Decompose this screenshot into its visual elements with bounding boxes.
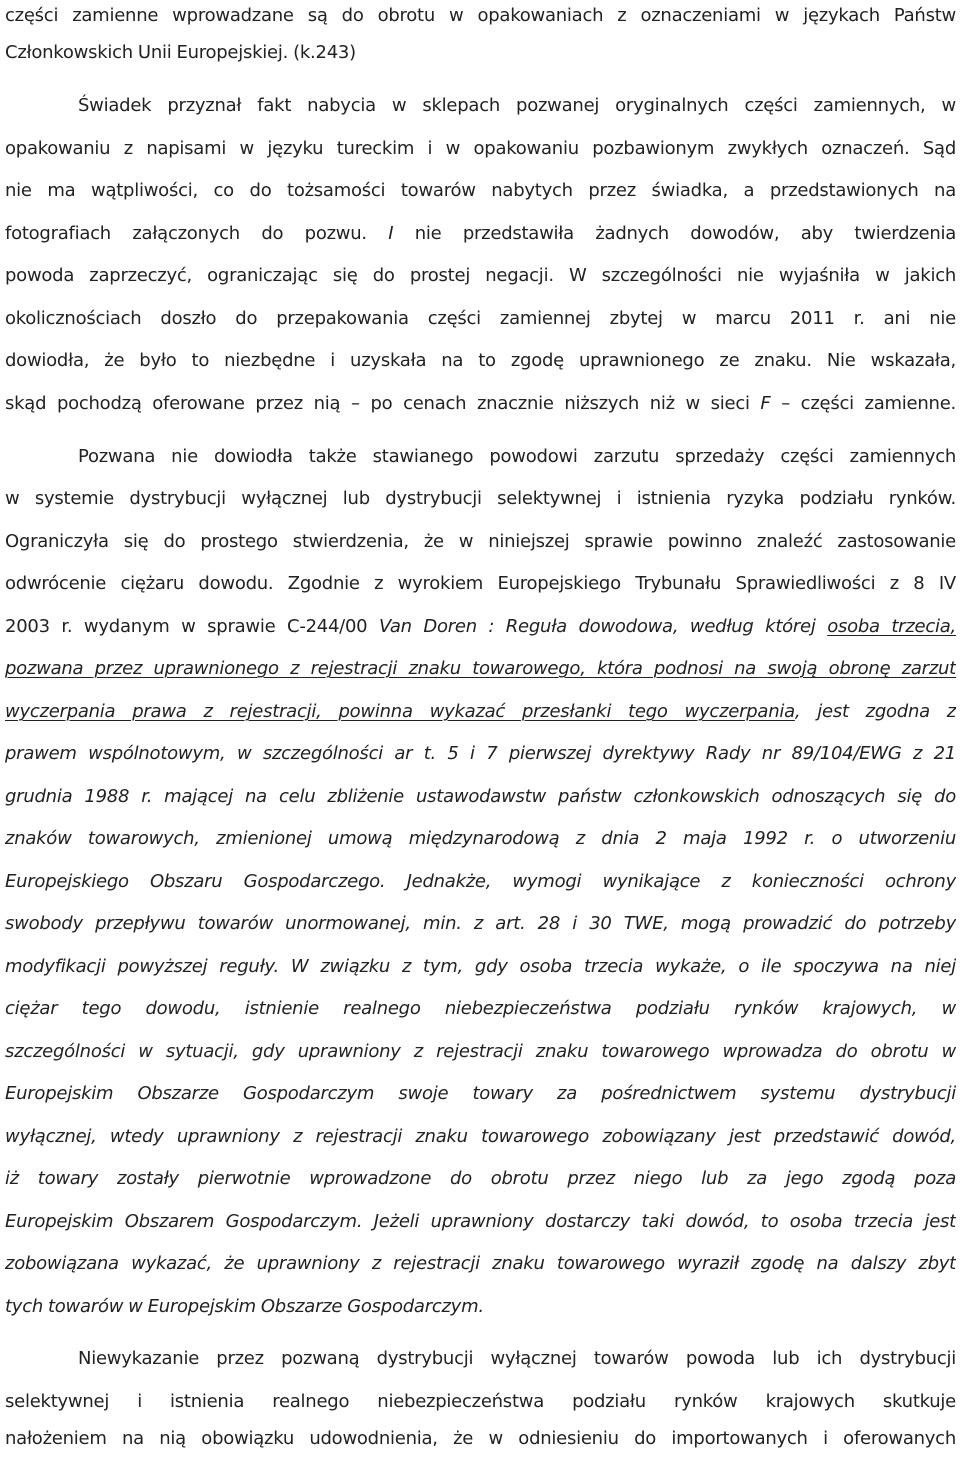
text-run: – części zamienne.	[770, 393, 956, 414]
paragraph-line	[5, 383, 956, 425]
citation-line: iż towary zostały pierwotnie wprowadzone do obrotu przez niego lub za jego zgodą poza	[5, 1168, 956, 1189]
citation-line: ciężar tego dowodu, istnienie realnego niebezpieczeństwa podziału rynków krajowych, w	[5, 998, 956, 1019]
citation-line: znaków towarowych, zmienionej umową międzynarodową z dnia 2 maja 1992 r. o utworzeniu	[5, 828, 956, 849]
citation-line: tych towarów w Europejskim Obszarze Gospodarczym.	[5, 1296, 484, 1317]
paragraph-line: powoda zaprzeczyć, ograniczając się do prostej negacji. W szczególności nie wyjaśniła w jakich	[5, 265, 956, 286]
fragment-line: części zamienne wprowadzane są do obrotu w opakowaniach z oznaczeniami w językach Państw	[5, 5, 956, 26]
paragraph-line: Świadek przyznał fakt nabycia w sklepach pozwanej oryginalnych części zamiennych, w	[78, 95, 956, 116]
paragraph-line: okolicznościach doszło do przepakowania części zamiennej zbytej w marcu 2011 r. ani nie	[5, 308, 956, 329]
citation-line: szczególności w sytuacji, gdy uprawniony z rejestracji znaku towarowego wprowadza do obrotu w	[5, 1041, 956, 1062]
citation-line: grudnia 1988 r. mającej na celu zbliżenie ustawodawstw państw członkowskich odnoszących się do	[5, 786, 956, 807]
text-run: fotografiach załączonych do pozwu.	[5, 223, 367, 244]
citation-line: Europejskim Obszarem Gospodarczym. Jeżeli uprawniony dostarczy taki dowód, to osoba trzecia jest	[5, 1211, 956, 1232]
paragraph-line: w systemie dystrybucji wyłącznej lub dystrybucji selektywnej i istnienia ryzyka podziału rynków.	[5, 488, 956, 509]
citation-line: Europejskiego Obszaru Gospodarczego. Jednakże, wymogi wynikające z konieczności ochrony	[5, 871, 956, 892]
text-run: 2003 r. wydanym w sprawie C-244/00	[5, 616, 379, 637]
citation-line: modyfikacji powyższej reguły. W związku z tym, gdy osoba trzecia wykaże, o ile spoczywa na niej	[5, 956, 956, 977]
underlined-citation: wyczerpania prawa z rejestracji, powinna wykazać przesłanki tego wyczerpania	[5, 701, 795, 722]
paragraph-line	[5, 606, 956, 648]
citation-text: Van Doren : Reguła dowodowa, według której	[378, 616, 828, 637]
citation-line: swobody przepływu towarów unormowanej, min. z art. 28 i 30 TWE, mogą prowadzić do potrzeby	[5, 913, 956, 934]
paragraph-line: Ograniczyła się do prostego stwierdzenia, że w niniejszej sprawie powinno znaleźć zastosowanie	[5, 531, 956, 552]
text-run: skąd pochodzą oferowane przez nią – po cenach znacznie niższych niż w sieci	[5, 393, 750, 414]
paragraph-line: nałożeniem na nią obowiązku udowodnienia, że w odniesieniu do importowanych i oferowanych	[5, 1428, 956, 1449]
citation-line: wyłącznej, wtedy uprawniony z rejestracji znaku towarowego zobowiązany jest przedstawić dowód,	[5, 1126, 956, 1147]
underlined-citation: osoba trzecia,	[827, 616, 956, 637]
paragraph-line	[5, 213, 956, 255]
citation-text: , jest zgodna z	[794, 701, 956, 722]
paragraph-line	[5, 691, 956, 733]
underlined-citation: pozwana przez uprawnionego z rejestracji znaku towarowego, która podnosi na swoją obronę zarzut	[5, 658, 956, 679]
paragraph-line: opakowaniu z napisami w języku tureckim i w opakowaniu pozbawionym zwykłych oznaczeń. Sąd	[5, 138, 956, 159]
citation-line: zobowiązana wykazać, że uprawniony z rejestracji znaku towarowego wyraził zgodę na dalszy zbyt	[5, 1253, 956, 1274]
citation-line: prawem wspólnotowym, w szczególności ar t. 5 i 7 pierwszej dyrektywy Rady nr 89/104/EWG z 21	[5, 743, 956, 764]
paragraph-line: nie ma wątpliwości, co do tożsamości towarów nabytych przez świadka, a przedstawionych na	[5, 180, 956, 201]
paragraph-line: odwrócenie ciężaru dowodu. Zgodnie z wyrokiem Europejskiego Trybunału Sprawiedliwości z 8 IV	[5, 573, 956, 594]
paragraph-line: dowiodła, że było to niezbędne i uzyskała na to zgodę uprawnionego ze znaku. Nie wskazała,	[5, 350, 956, 371]
text-run: nie przedstawiła żadnych dowodów, aby twierdzenia	[393, 223, 956, 244]
citation-line: Europejskim Obszarze Gospodarczym swoje towary za pośrednictwem systemu dystrybucji	[5, 1083, 956, 1104]
anonymized-name: F	[749, 393, 771, 414]
paragraph-line: selektywnej i istnienia realnego niebezpieczeństwa podziału rynków krajowych skutkuje	[5, 1391, 956, 1412]
anonymized-name: I	[366, 223, 394, 244]
fragment-line: Członkowskich Unii Europejskiej. (k.243)	[5, 42, 356, 63]
paragraph-line: Niewykazanie przez pozwaną dystrybucji wyłącznej towarów powoda lub ich dystrybucji	[78, 1348, 956, 1369]
paragraph-line: Pozwana nie dowiodła także stawianego powodowi zarzutu sprzedaży części zamiennych	[78, 446, 956, 467]
